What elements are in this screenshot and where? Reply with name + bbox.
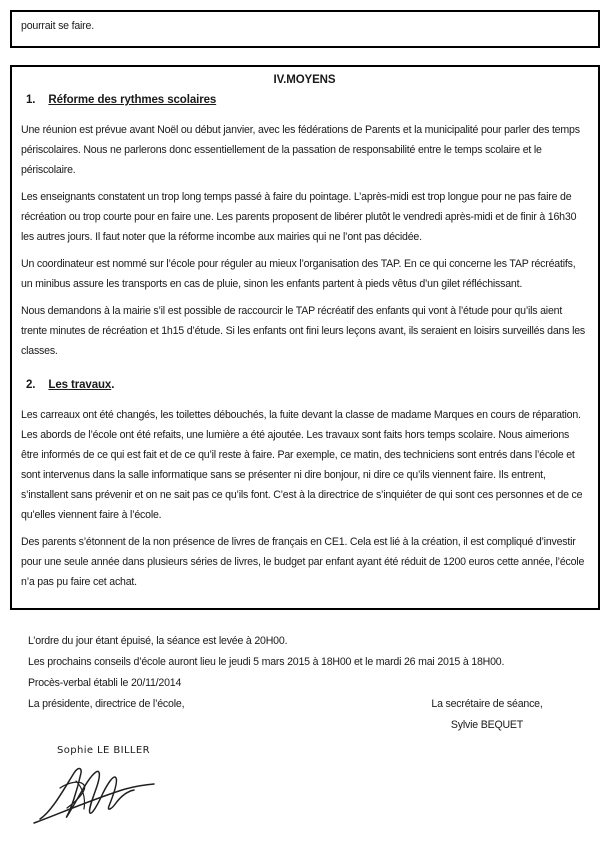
heading-suffix: .	[111, 379, 115, 391]
signature-image	[30, 763, 160, 827]
paragraph-livres: Des parents s’étonnent de la non présence de livres de français en CE1. Cela est lié à la création, il est compliqué d’investir pour une seule année dans plusieurs séries de livres, le budget par enfant ayant été réduit de 1200 euros cette année, l’école n’a pas pu faire cet achat.	[21, 536, 585, 588]
section-title: IV.MOYENS	[273, 74, 336, 86]
next-meetings-line: Les prochains conseils d’école auront lieu le jeudi 5 mars 2015 à 18H00 et le mardi 26 mai 2015 à 18H00.	[28, 656, 505, 668]
paragraph-demande-mairie: Nous demandons à la mairie s’il est possible de raccourcir le TAP récréatif des enfants qui vont à l’étude pour qu’ils aient trente minutes de récréation et 1h15 d’étude. Si les enfants ont fini leurs leçons avant, ils seraient en loisirs surveillés dans les classes.	[21, 305, 586, 357]
record-date-line: Procès-verbal établi le 20/11/2014	[28, 677, 182, 689]
president-label: La présidente, directrice de l’école,	[28, 698, 185, 710]
closing-section	[28, 631, 590, 835]
carryover-text: pourrait se faire.	[21, 20, 94, 32]
heading-reforme-rythmes	[21, 92, 588, 108]
paragraph-coordinateur: Un coordinateur est nommé sur l’école pour réguler au mieux l’organisation des TAP. En ce qui concerne les TAP récréatifs, un minibus assure les transports en cas de pluie, sinon les enfants partent à pieds vêtus d’un gilet réfléchissant.	[21, 258, 576, 290]
signature-row	[28, 694, 590, 736]
secretary-block	[402, 694, 572, 736]
heading-number: 2.	[26, 379, 36, 391]
heading-text: Réforme des rythmes scolaires	[48, 94, 217, 106]
moyens-section-box	[10, 65, 600, 610]
secretary-label: La secrétaire de séance,	[431, 698, 543, 710]
carryover-text-box	[10, 10, 600, 48]
paragraph-reunion: Une réunion est prévue avant Noël ou début janvier, avec les fédérations de Parents et la municipalité pour parler des temps périscolaires. Nous ne parlerons donc essentiellement de la passation de responsabilité entre le temps scolaire et le périscolaire.	[21, 124, 580, 176]
paragraph-enseignants: Les enseignants constatent un trop long temps passé à faire du pointage. L’après-midi est trop longue pour ne pas faire de récréation ou trop courte pour en faire une. Les parents proposent de libérer plutôt le vendredi après-midi et de finir à 16h30 les autres jours. Il faut noter que la réforme incombe aux mairies qui ne l’ont pas décidée.	[21, 191, 577, 243]
closing-line: L’ordre du jour étant épuisé, la séance est levée à 20H00.	[28, 635, 288, 647]
paragraph-carreaux: Les carreaux ont été changés, les toilettes débouchés, la fuite devant la classe de madame Marques en cours de réparation. Les abords de l’école ont été refaits, une lumière a été ajoutée. Les travaux sont faits hors temps scolaire. Nous aimerions être informés de ce qui est fait et de ce qu’il reste à faire. Par exemple, ce matin, des techniciens sont entrés dans l’école et sont intervenus dans la salle informatique sans se présenter ni dire bonjour, ni dire ce qu’ils viennent faire. Ils entrent, s’installent sans prévenir et on ne sait pas ce qu’ils font. C’est à la directrice de s’inquiéter de qui sont ces personnes et de ce qu’elles viennent faire à l’école.	[21, 409, 583, 521]
heading-les-travaux	[21, 377, 588, 393]
heading-text: Les travaux	[48, 379, 112, 391]
president-name: Sophie LE BILLER	[57, 745, 150, 756]
secretary-name: Sylvie BEQUET	[450, 719, 524, 731]
heading-number: 1.	[26, 94, 36, 106]
